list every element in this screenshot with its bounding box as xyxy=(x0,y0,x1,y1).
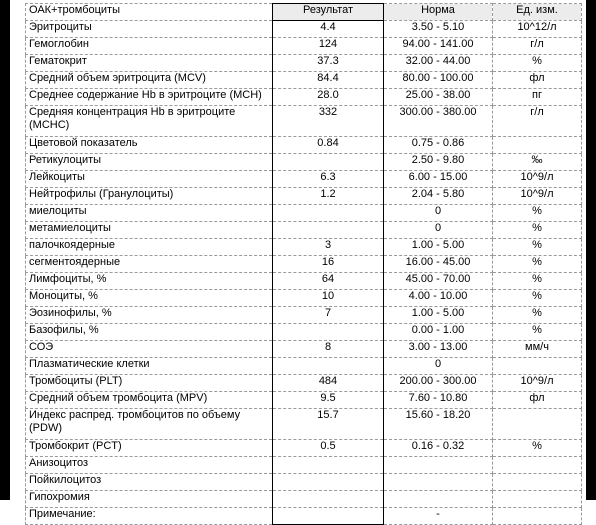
table-row xyxy=(26,324,582,341)
reference-range-cell: 0.16 - 0.32 xyxy=(384,440,493,457)
result-cell: 124 xyxy=(273,38,384,55)
unit-cell: г/л xyxy=(493,106,582,137)
reference-range-cell: 3.00 - 13.00 xyxy=(384,341,493,358)
table-row xyxy=(26,38,582,55)
unit-cell xyxy=(493,358,582,375)
result-cell xyxy=(273,205,384,222)
result-cell: 0.84 xyxy=(273,137,384,154)
table-row xyxy=(26,154,582,171)
unit-cell xyxy=(493,137,582,154)
unit-cell: ‰ xyxy=(493,154,582,171)
unit-cell xyxy=(493,491,582,508)
table-header-row xyxy=(26,4,582,21)
reference-range-cell: 1.00 - 5.00 xyxy=(384,239,493,256)
test-name-cell: Пойкилоцитоз xyxy=(26,474,273,491)
unit-cell: % xyxy=(493,440,582,457)
table-row xyxy=(26,474,582,491)
header-reference: Норма xyxy=(384,4,493,21)
reference-range-cell xyxy=(384,491,493,508)
test-name-cell: миелоциты xyxy=(26,205,273,222)
unit-cell xyxy=(493,508,582,525)
unit-cell xyxy=(493,409,582,440)
unit-cell xyxy=(493,474,582,491)
result-cell: 1.2 xyxy=(273,188,384,205)
reference-range-cell: - xyxy=(384,508,493,525)
test-name-cell: Анизоцитоз xyxy=(26,457,273,474)
table-row xyxy=(26,89,582,106)
test-name-cell: Среднее содержание Hb в эритроците (MCH) xyxy=(26,89,273,106)
reference-range-cell: 16.00 - 45.00 xyxy=(384,256,493,273)
test-name-cell: Нейтрофилы (Гранулоциты) xyxy=(26,188,273,205)
unit-cell: г/л xyxy=(493,38,582,55)
test-name-cell: Примечание: xyxy=(26,508,273,525)
unit-cell: % xyxy=(493,290,582,307)
table-row xyxy=(26,290,582,307)
test-name-cell: Моноциты, % xyxy=(26,290,273,307)
table-row xyxy=(26,256,582,273)
test-name-cell: Индекс распред. тромбоцитов по объему (PDW) xyxy=(26,409,273,440)
test-name-cell: Лимфоциты, % xyxy=(26,273,273,290)
test-name-cell: Гипохромия xyxy=(26,491,273,508)
unit-cell: % xyxy=(493,205,582,222)
test-name-cell: СОЭ xyxy=(26,341,273,358)
test-name-cell: Эритроциты xyxy=(26,21,273,38)
unit-cell: фл xyxy=(493,392,582,409)
test-name-cell: Гемоглобин xyxy=(26,38,273,55)
test-name-cell: Базофилы, % xyxy=(26,324,273,341)
test-name-cell: Эозинофилы, % xyxy=(26,307,273,324)
header-unit: Ед. изм. xyxy=(493,4,582,21)
reference-range-cell: 200.00 - 300.00 xyxy=(384,375,493,392)
unit-cell: 10^9/л xyxy=(493,188,582,205)
reference-range-cell xyxy=(384,457,493,474)
result-cell: 15.7 xyxy=(273,409,384,440)
table-row xyxy=(26,491,582,508)
test-name-cell: Средний объем эритроцита (MCV) xyxy=(26,72,273,89)
result-cell: 9.5 xyxy=(273,392,384,409)
right-frame-edge xyxy=(586,0,596,500)
table-row xyxy=(26,72,582,89)
test-name-cell: Ретикулоциты xyxy=(26,154,273,171)
result-cell: 4.4 xyxy=(273,21,384,38)
reference-range-cell: 3.50 - 5.10 xyxy=(384,21,493,38)
result-cell: 64 xyxy=(273,273,384,290)
test-name-cell: палочкоядерные xyxy=(26,239,273,256)
table-row xyxy=(26,188,582,205)
reference-range-cell: 80.00 - 100.00 xyxy=(384,72,493,89)
unit-cell: % xyxy=(493,324,582,341)
reference-range-cell: 0.00 - 1.00 xyxy=(384,324,493,341)
test-name-cell: Тромбокрит (PCT) xyxy=(26,440,273,457)
result-cell: 10 xyxy=(273,290,384,307)
reference-range-cell: 300.00 - 380.00 xyxy=(384,106,493,137)
unit-cell: % xyxy=(493,307,582,324)
test-name-cell: метамиелоциты xyxy=(26,222,273,239)
table-row xyxy=(26,409,582,440)
unit-cell: 10^9/л xyxy=(493,375,582,392)
reference-range-cell: 25.00 - 38.00 xyxy=(384,89,493,106)
unit-cell: % xyxy=(493,256,582,273)
table-row xyxy=(26,239,582,256)
header-result: Результат xyxy=(273,4,384,21)
unit-cell: мм/ч xyxy=(493,341,582,358)
unit-cell: фл xyxy=(493,72,582,89)
result-cell: 37.3 xyxy=(273,55,384,72)
result-cell: 28.0 xyxy=(273,89,384,106)
unit-cell: % xyxy=(493,55,582,72)
result-cell: 484 xyxy=(273,375,384,392)
result-cell xyxy=(273,474,384,491)
result-cell xyxy=(273,358,384,375)
result-cell xyxy=(273,222,384,239)
test-name-cell: Плазматические клетки xyxy=(26,358,273,375)
reference-range-cell: 15.60 - 18.20 xyxy=(384,409,493,440)
unit-cell: % xyxy=(493,239,582,256)
table-row xyxy=(26,392,582,409)
reference-range-cell: 0.75 - 0.86 xyxy=(384,137,493,154)
reference-range-cell: 2.04 - 5.80 xyxy=(384,188,493,205)
unit-cell: % xyxy=(493,222,582,239)
results-sheet xyxy=(10,0,586,520)
test-name-cell: Цветовой показатель xyxy=(26,137,273,154)
table-row xyxy=(26,55,582,72)
test-name-cell: Лейкоциты xyxy=(26,171,273,188)
result-cell xyxy=(273,324,384,341)
test-name-cell: Тромбоциты (PLT) xyxy=(26,375,273,392)
table-row xyxy=(26,137,582,154)
table-row xyxy=(26,222,582,239)
table-row xyxy=(26,205,582,222)
left-frame-edge xyxy=(0,0,10,500)
result-cell xyxy=(273,491,384,508)
test-name-cell: Средняя концентрация Hb в эритроците (MCHC) xyxy=(26,106,273,137)
result-cell: 332 xyxy=(273,106,384,137)
result-cell: 16 xyxy=(273,256,384,273)
table-row xyxy=(26,457,582,474)
unit-cell: % xyxy=(493,273,582,290)
result-cell: 7 xyxy=(273,307,384,324)
unit-cell: 10^9/л xyxy=(493,171,582,188)
table-row xyxy=(26,358,582,375)
result-cell: 84.4 xyxy=(273,72,384,89)
table-row xyxy=(26,375,582,392)
reference-range-cell: 4.00 - 10.00 xyxy=(384,290,493,307)
table-row xyxy=(26,273,582,290)
unit-cell: 10^12/л xyxy=(493,21,582,38)
reference-range-cell: 0 xyxy=(384,222,493,239)
table-row xyxy=(26,171,582,188)
reference-range-cell: 32.00 - 44.00 xyxy=(384,55,493,72)
unit-cell: пг xyxy=(493,89,582,106)
reference-range-cell: 0 xyxy=(384,358,493,375)
result-cell xyxy=(273,154,384,171)
result-cell: 6.3 xyxy=(273,171,384,188)
reference-range-cell: 1.00 - 5.00 xyxy=(384,307,493,324)
result-cell: 8 xyxy=(273,341,384,358)
table-row xyxy=(26,106,582,137)
header-test-name: ОАК+тромбоциты xyxy=(26,4,273,21)
reference-range-cell: 7.60 - 10.80 xyxy=(384,392,493,409)
table-row xyxy=(26,508,582,525)
table-row xyxy=(26,440,582,457)
reference-range-cell: 0 xyxy=(384,205,493,222)
table-row xyxy=(26,341,582,358)
result-cell: 0.5 xyxy=(273,440,384,457)
test-name-cell: Гематокрит xyxy=(26,55,273,72)
table-row xyxy=(26,307,582,324)
test-name-cell: Средний объем тромбоцита (MPV) xyxy=(26,392,273,409)
test-name-cell: сегментоядерные xyxy=(26,256,273,273)
reference-range-cell: 94.00 - 141.00 xyxy=(384,38,493,55)
reference-range-cell: 6.00 - 15.00 xyxy=(384,171,493,188)
unit-cell xyxy=(493,457,582,474)
lab-results-table xyxy=(25,3,582,525)
table-body xyxy=(26,21,582,525)
reference-range-cell xyxy=(384,474,493,491)
table-row xyxy=(26,21,582,38)
reference-range-cell: 2.50 - 9.80 xyxy=(384,154,493,171)
result-cell xyxy=(273,457,384,474)
result-cell: 3 xyxy=(273,239,384,256)
reference-range-cell: 45.00 - 70.00 xyxy=(384,273,493,290)
result-cell xyxy=(273,508,384,525)
